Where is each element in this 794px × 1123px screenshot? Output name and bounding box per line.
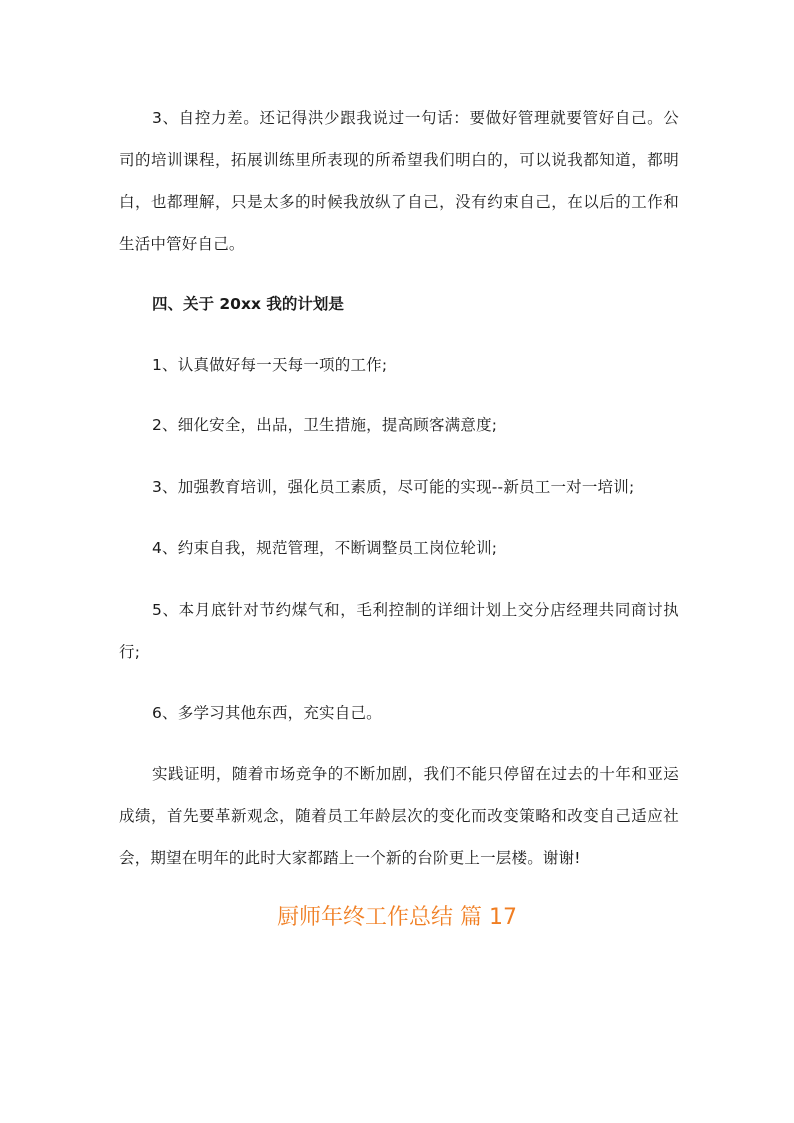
plan-heading: 四、关于 20xx 我的计划是 xyxy=(152,295,344,313)
plan-item-3: 3、加强教育培训，强化员工素质，尽可能的实现--新员工一对一培训; xyxy=(152,478,635,496)
plan-item-2: 2、细化安全，出品，卫生措施，提高顾客满意度; xyxy=(152,416,498,434)
section-title: 厨师年终工作总结 篇 17 xyxy=(277,905,517,930)
paragraph-closing: 实践证明，随着市场竞争的不断加剧，我们不能只停留在过去的十年和亚运成绩，首先要革新观念，随着员工年龄层次的变化而改变策略和改变自己适应社会，期望在明年的此时大家都踏上一个新的台阶更上一层楼。谢谢! xyxy=(119,765,679,867)
paragraph-self-control: 3、自控力差。还记得洪少跟我说过一句话：要做好管理就要管好自己。公司的培训课程，拓展训练里所表现的所希望我们明白的，可以说我都知道，都明白，也都理解，只是太多的时候我放纵了自己，没有约束自己，在以后的工作和生活中管好自己。 xyxy=(119,109,679,253)
plan-item-6: 6、多学习其他东西，充实自己。 xyxy=(152,704,382,722)
plan-item-1: 1、认真做好每一天每一项的工作; xyxy=(152,356,388,374)
plan-item-5: 5、本月底针对节约煤气和，毛利控制的详细计划上交分店经理共同商讨执行; xyxy=(119,601,679,661)
plan-item-4: 4、约束自我，规范管理，不断调整员工岗位轮训; xyxy=(152,539,498,557)
